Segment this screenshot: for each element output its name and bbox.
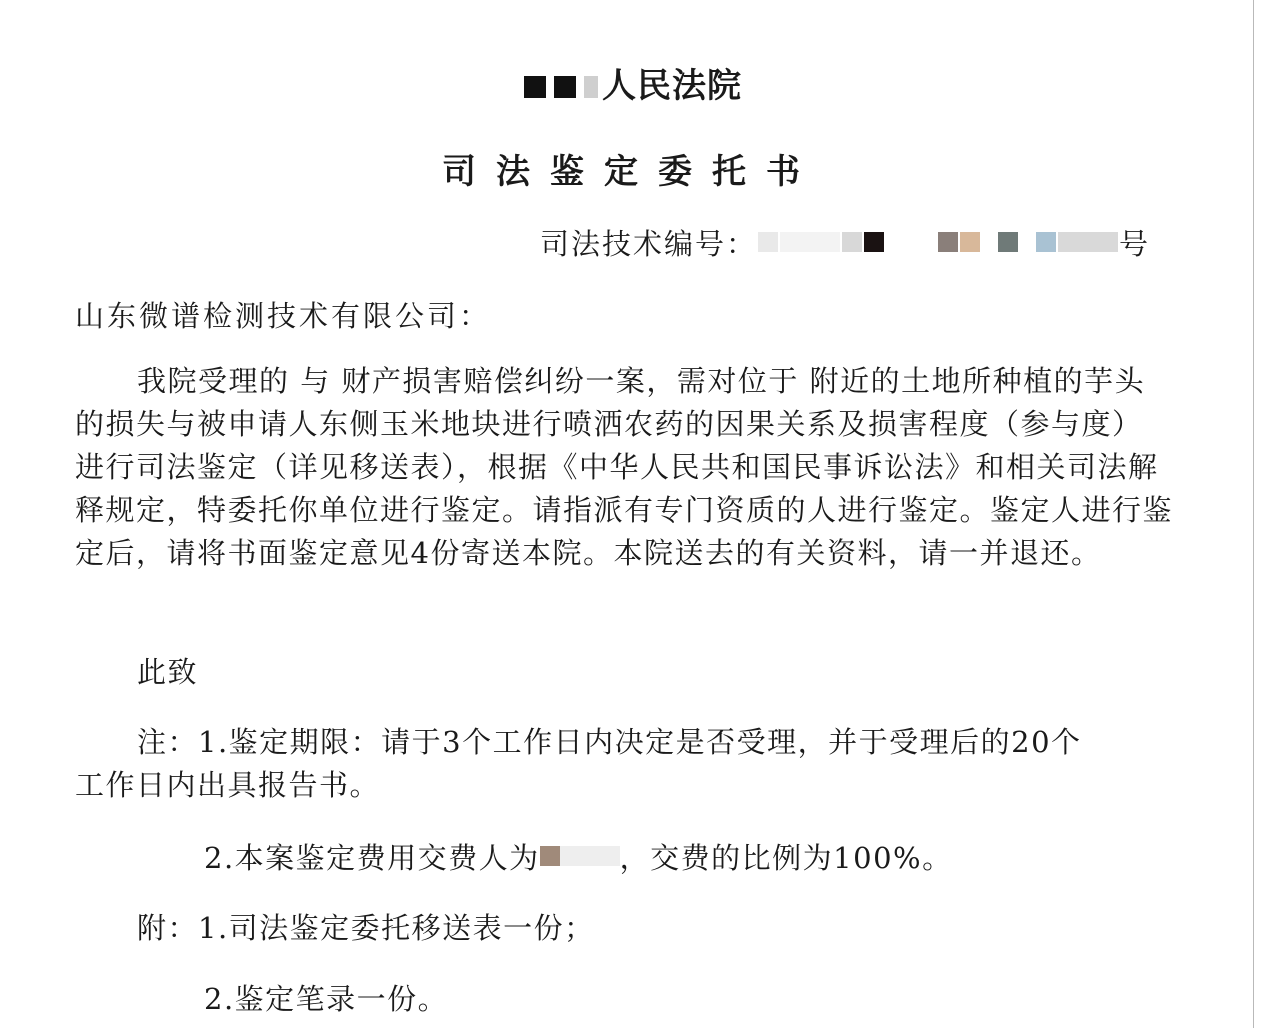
- redaction-mark: [560, 846, 620, 866]
- reference-suffix: 号: [1119, 227, 1151, 261]
- body-paragraph: 我院受理的 与 财产损害赔偿纠纷一案，需对位于 附近的土地所种植的芋头的损失与被申请人东侧玉米地块进行喷洒农药的因果关系及损害程度（参与度） 进行司法鉴定（详见移送表），根据《中华人民共和国民事诉讼法》和相关司法解释规定，特委托你单位进行鉴定。请指派有专门资质的人进行鉴定。鉴定人进行鉴定后，请将书面鉴定意见4份寄送本院。本院送去的有关资料，请一并退还。: [75, 364, 1174, 570]
- note-1-line-2: 工作日内出具报告书。: [75, 768, 381, 802]
- redaction-mark: [938, 232, 958, 252]
- redaction-mark: [842, 232, 862, 252]
- redaction-mark: [886, 232, 936, 252]
- reference-label: 司法技术编号：: [540, 227, 758, 261]
- redaction-mark: [1058, 232, 1118, 252]
- note-1-line-1: 注：1.鉴定期限：请于3个工作日内决定是否受理，并于受理后的20个: [137, 725, 1082, 759]
- redaction-mark: [864, 232, 884, 252]
- redaction-mark: [524, 76, 546, 98]
- redaction-mark: [998, 232, 1018, 252]
- reference-number: [540, 222, 1150, 263]
- redaction-mark: [584, 76, 598, 98]
- redaction-mark: [960, 232, 980, 252]
- redaction-mark: [1020, 232, 1034, 252]
- redaction-mark: [540, 846, 560, 866]
- court-name-text: 人民法院: [602, 66, 742, 106]
- redaction-mark: [758, 232, 778, 252]
- document-title: 司法鉴定委托书: [442, 152, 820, 192]
- note-2-suffix: ，交费的比例为100%。: [619, 841, 953, 875]
- attachment-1: 附：1.司法鉴定委托移送表一份；: [137, 911, 595, 945]
- note-2: [204, 836, 953, 877]
- attachment-2: 2.鉴定笔录一份。: [204, 982, 449, 1016]
- redaction-mark: [1036, 232, 1056, 252]
- closing-salutation: 此致: [137, 655, 199, 689]
- redaction-mark: [982, 232, 996, 252]
- court-name: [0, 58, 1262, 107]
- redaction-mark: [554, 76, 576, 98]
- note-2-prefix: 2.本案鉴定费用交费人为: [204, 841, 540, 875]
- redaction-mark: [780, 232, 840, 252]
- addressee: 山东微谱检测技术有限公司：: [75, 299, 492, 333]
